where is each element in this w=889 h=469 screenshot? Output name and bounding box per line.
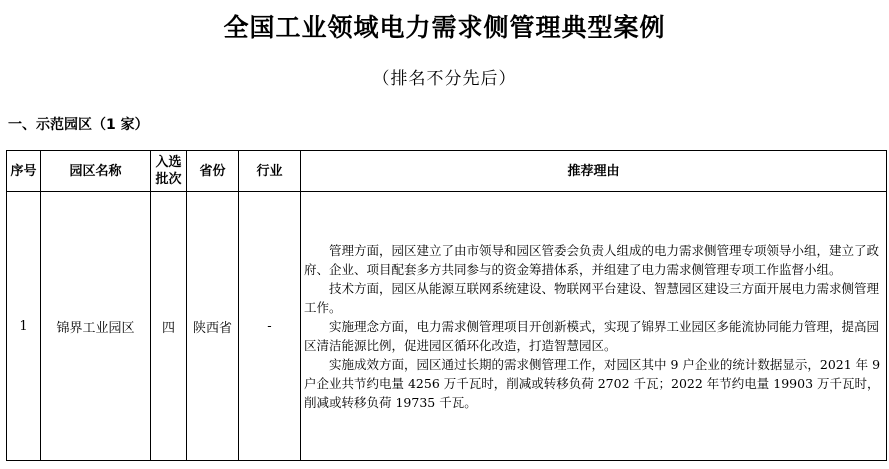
header-batch-line1: 入选 — [155, 155, 182, 170]
reason-concept: 实施理念方面，电力需求侧管理项目开创新模式，实现了锦界工业园区多能流协同能力管理，提高园区清洁能源比例，促进园区循环化改造，打造智慧园区。 — [304, 318, 880, 353]
cell-province: 陕西省 — [187, 192, 239, 461]
reason-technology: 技术方面，园区从能源互联网系统建设、物联网平台建设、智慧园区建设三方面开展电力需求侧管理工作。 — [304, 280, 880, 315]
cell-park-name: 锦界工业园区 — [41, 192, 151, 461]
header-park-name: 园区名称 — [41, 151, 151, 192]
header-province: 省份 — [187, 151, 239, 192]
cell-index: 1 — [7, 192, 41, 461]
table-row — [7, 192, 887, 461]
header-index: 序号 — [7, 151, 41, 192]
cases-table — [6, 150, 887, 461]
cell-reason — [301, 192, 887, 461]
document-title: 全国工业领域电力需求侧管理典型案例 — [223, 13, 666, 42]
header-batch-line2: 批次 — [155, 172, 182, 187]
header-reason: 推荐理由 — [301, 151, 887, 192]
header-batch — [151, 151, 187, 192]
section-heading: 一、示范园区（1 家） — [8, 117, 149, 133]
reason-results: 实施成效方面，园区通过长期的需求侧管理工作，对园区其中 9 户企业的统计数据显示，2021 年 9 户企业共节约电量 4256 万千瓦时，削减或转移负荷 2702 千瓦；2022 年节约电量 19903 万千瓦时，削减或转移负荷 19735 千瓦。 — [304, 356, 881, 410]
cell-batch: 四 — [151, 192, 187, 461]
table-header-row — [7, 151, 887, 192]
document-subtitle: （排名不分先后） — [372, 69, 517, 89]
reason-management: 管理方面，园区建立了由市领导和园区管委会负责人组成的电力需求侧管理专项领导小组，建立了政府、企业、项目配套多方共同参与的资金筹措体系，并组建了电力需求侧管理专项工作监督小组。 — [304, 242, 880, 277]
cell-industry: - — [239, 192, 301, 461]
header-industry: 行业 — [239, 151, 301, 192]
